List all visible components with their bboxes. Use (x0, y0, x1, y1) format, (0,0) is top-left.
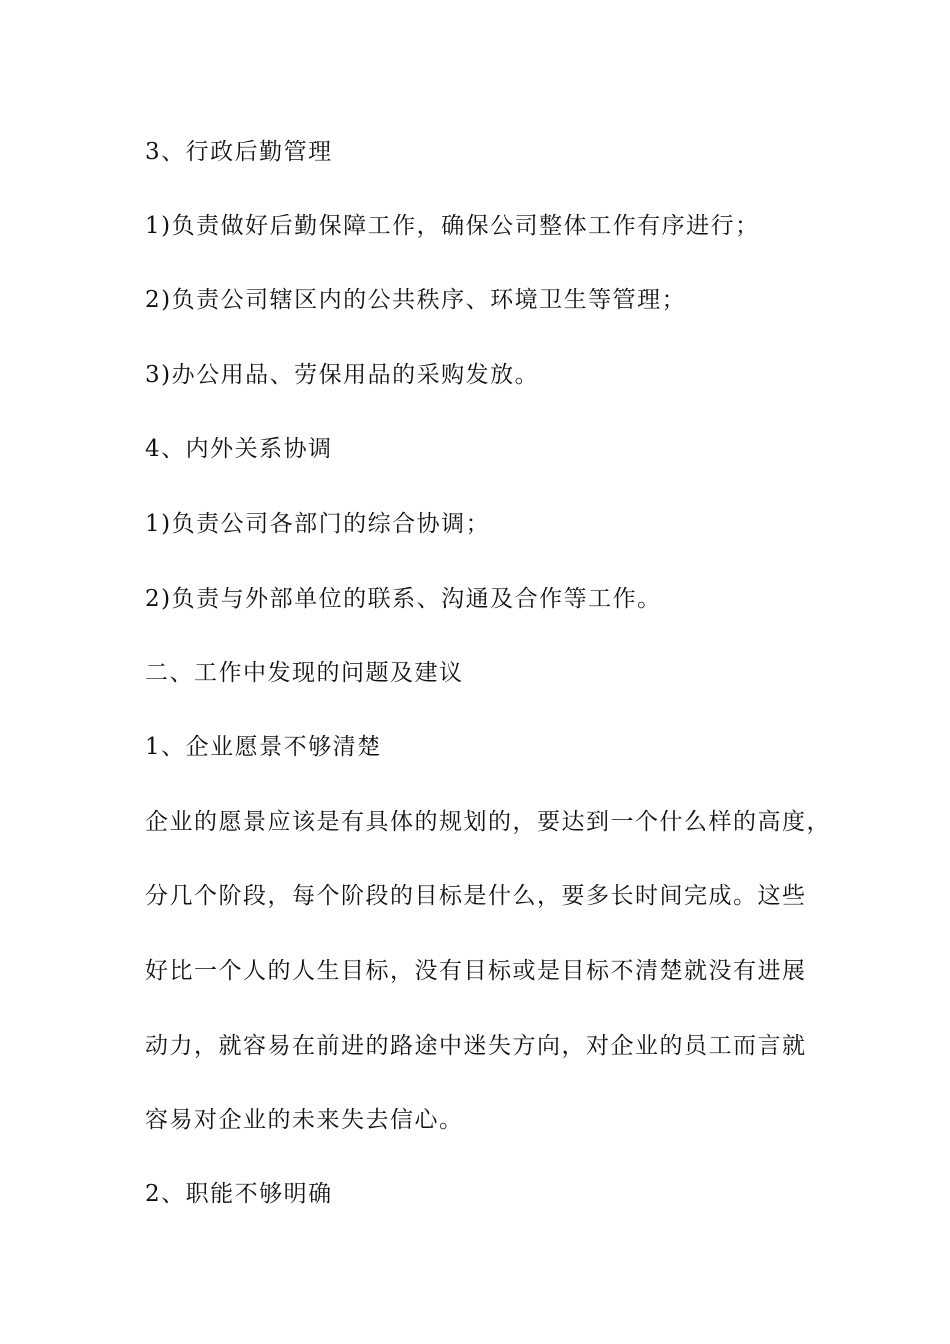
paragraph-line: 好比一个人的人生目标，没有目标或是目标不清楚就没有进展 (145, 958, 807, 984)
section-heading-relations: 4、内外关系协调 (145, 436, 333, 462)
paragraph-line: 分几个阶段，每个阶段的目标是什么，要多长时间完成。这些 (145, 883, 807, 909)
chapter-heading-problems: 二、工作中发现的问题及建议 (145, 660, 464, 686)
paragraph-line: 企业的愿景应该是有具体的规划的，要达到一个什么样的高度， (145, 809, 831, 835)
list-item: 1)负责公司各部门的综合协调； (145, 511, 491, 537)
section-heading-vision: 1、企业愿景不够清楚 (145, 734, 382, 760)
list-item: 1)负责做好后勤保障工作，确保公司整体工作有序进行； (145, 213, 760, 239)
list-item: 2)负责公司辖区内的公共秩序、环境卫生等管理； (145, 287, 687, 313)
paragraph-line: 容易对企业的未来失去信心。 (145, 1107, 464, 1133)
section-heading-functions: 2、职能不够明确 (145, 1181, 333, 1207)
list-item: 2)负责与外部单位的联系、沟通及合作等工作。 (145, 586, 662, 612)
section-heading-admin-logistics: 3、行政后勤管理 (145, 139, 333, 165)
paragraph-line: 动力，就容易在前进的路途中迷失方向，对企业的员工而言就 (145, 1033, 807, 1059)
list-item: 3)办公用品、劳保用品的采购发放。 (145, 362, 540, 388)
